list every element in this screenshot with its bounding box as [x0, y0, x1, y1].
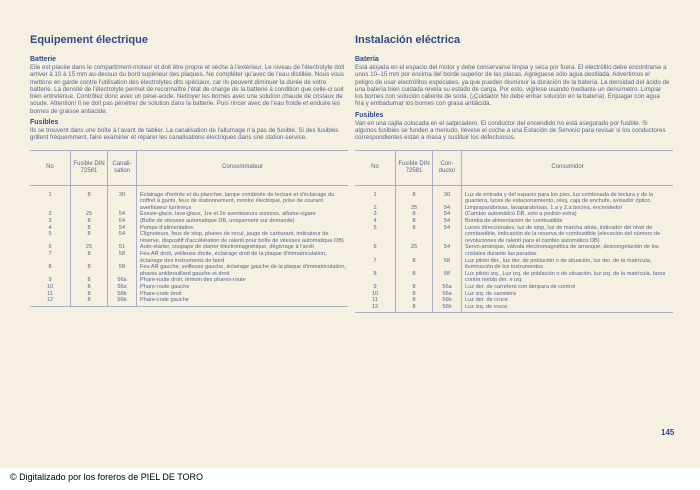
- row-circuit: 54: [108, 211, 137, 218]
- row-fuse: 8: [396, 271, 433, 284]
- row-fuse: 8: [71, 218, 108, 225]
- row-number: 9: [48, 277, 52, 284]
- row-circuit: 54: [433, 225, 462, 245]
- fuse-table-es: [355, 150, 673, 314]
- row-circuit: 56b: [433, 304, 462, 313]
- row-fuse: 8: [71, 284, 108, 291]
- row-circuit: 54: [433, 205, 462, 212]
- footer-bar: [0, 468, 700, 490]
- row-consumer: (Cambio automático DB, sólo a pedido extra): [462, 211, 674, 218]
- table-row: [355, 258, 673, 271]
- row-fuse: 8: [396, 258, 433, 271]
- row-number: 10: [371, 290, 379, 297]
- col-header-number: No: [355, 150, 396, 185]
- row-consumer: Luz izq. de carretera: [462, 291, 674, 298]
- battery-heading-es: Batería: [355, 56, 379, 63]
- table-row: [355, 205, 673, 212]
- battery-heading-fr: Batterie: [30, 56, 57, 63]
- row-consumer: Luz izq. de cruce: [462, 304, 674, 313]
- row-circuit: 56a: [433, 291, 462, 298]
- section-title-fr: Equipement électrique: [30, 34, 148, 46]
- row-number: 7: [373, 257, 377, 264]
- row-consumer: Servo-arranque, válvula electromagnética de arranque, descongelación de los cristales durante las paradas: [462, 244, 674, 257]
- row-consumer: Feu AR droit, veilleuse droite, éclairage droit de la plaque d'immatriculation, éclairage des instruments de bord: [137, 251, 349, 264]
- table-row: [30, 297, 348, 306]
- row-number: 6: [48, 244, 52, 251]
- table-row: [355, 271, 673, 284]
- table-row: [30, 264, 348, 277]
- footer-credit: © Digitalizado por los foreros de PIEL DE TORO: [10, 472, 204, 482]
- row-consumer: Luz piloto der., luz der. de población o de situación, luz der. de la matrícula, iluminación de los instrumentos: [462, 258, 674, 271]
- row-consumer: Feu AR gauche, veilleuse gauche, éclairage gauche de la plaque d'immatriculation, phares antibrouillard gauche et droit: [137, 264, 349, 277]
- row-number: 2: [373, 204, 377, 211]
- row-circuit: 56a: [108, 284, 137, 291]
- table-row: [355, 297, 673, 304]
- table-row: [30, 225, 348, 232]
- row-circuit: 54: [433, 211, 462, 218]
- row-fuse: 8: [71, 277, 108, 284]
- col-header-conductor: Con-ductor: [433, 150, 462, 185]
- row-consumer: Clignoteurs, feux de stop, phares de recul, jauge de carburant, indicateur de réserve, dispositif d'accélération de ralenti pour boîte de vitesses automatique DB): [137, 231, 349, 244]
- row-consumer: Phare-route gauche: [137, 284, 349, 291]
- row-fuse: 8: [396, 284, 433, 291]
- col-header-circuit: Canali-sation: [108, 150, 137, 185]
- row-consumer: Eclairage d'entrée et du plancher, lampe combinée de lecture et d'éclairage du coffret à gants, feux de stationnement, montre électrique, prise de courant avertisseur lumineux: [137, 185, 349, 211]
- table-row: [30, 251, 348, 264]
- table-body-es: [355, 185, 673, 313]
- row-number: 5: [373, 224, 377, 231]
- table-row: [30, 185, 348, 211]
- row-consumer: (Boîte de vitesses automatique DB, uniquement sur demande): [137, 218, 349, 225]
- table-row: [355, 225, 673, 245]
- row-consumer: Luz piloto izq., Luz izq. de población o de situación, luz izq. de la matrícula, faros contra niebla der. e izq.: [462, 271, 674, 284]
- row-consumer: Pompe d'alimentation: [137, 225, 349, 232]
- col-header-number: No: [30, 150, 71, 185]
- row-fuse: 8: [71, 185, 108, 211]
- table-row: [355, 218, 673, 225]
- row-fuse: 25: [396, 244, 433, 257]
- table-row: [355, 185, 673, 205]
- row-number: 12: [355, 304, 396, 313]
- row-fuse: 8: [71, 264, 108, 277]
- table-row: [30, 277, 348, 284]
- section-title-es: Instalación eléctrica: [355, 34, 461, 46]
- col-header-fuse: Fusible DIN 72581: [71, 150, 108, 185]
- row-circuit: 30: [433, 185, 462, 205]
- battery-text-es: Está alojada en el espacio del motor y debe conservarse limpia y seca por fuera. El electrólito debe encontrarse a unos 10–15 mm por encima del borde superior de las placas. Agréguese sólo agua destilada. Advertimos el peligro de usar electrólitos especiales, ya que pueden disminuir la duración de la batería. La densidad del ácido de una batería bien cuidada revela su estado de carga. Por esto, vigílese usando mediante un densímetro. Limpiar los bornes con solución caliente de soda. (¡Cuidado! No debe entrar solución en la batería). Enjuagar con agua fría y embadurnar los bornes con grasa antiácida.: [355, 64, 670, 108]
- table-row: [355, 244, 673, 257]
- row-fuse: 8: [396, 225, 433, 245]
- row-number: 11: [372, 297, 378, 304]
- table-row: [30, 218, 348, 225]
- row-circuit: 54: [108, 225, 137, 232]
- row-fuse: 8: [396, 211, 433, 218]
- row-fuse: 8: [71, 251, 108, 264]
- row-circuit: 58: [433, 258, 462, 271]
- row-fuse: 8: [396, 304, 433, 313]
- row-number: 8: [48, 264, 52, 271]
- table-row: [355, 291, 673, 298]
- row-number: 1: [373, 191, 377, 198]
- row-number: 4: [48, 224, 52, 231]
- row-circuit: 56a: [433, 284, 462, 291]
- page-number: 145: [661, 428, 675, 437]
- row-circuit: 56b: [108, 297, 137, 306]
- col-header-consumer: Consommateur: [137, 150, 349, 185]
- row-fuse: 8: [396, 291, 433, 298]
- table-row: [30, 211, 348, 218]
- row-fuse: 25: [71, 244, 108, 251]
- row-number: 4: [373, 218, 377, 225]
- row-fuse: 25: [71, 211, 108, 218]
- row-circuit: 58: [108, 264, 137, 277]
- row-fuse: 8: [396, 297, 433, 304]
- row-number: 9: [373, 283, 377, 290]
- row-consumer: Auto-starter, soupape de starter électromagnétique, dégivrage à l'arrêt: [137, 244, 349, 251]
- table-row: [355, 211, 673, 218]
- row-consumer: Essuie-glace, lave-glace, 1re et 2e avertisseurs sonores, allume-cigare: [137, 211, 349, 218]
- row-circuit: 51: [108, 244, 137, 251]
- row-circuit: 56b: [433, 297, 462, 304]
- row-fuse: 8: [396, 185, 433, 205]
- row-circuit: 54: [108, 231, 137, 244]
- row-number: 11: [47, 290, 53, 297]
- row-number: 3: [48, 218, 52, 225]
- row-consumer: Limpiaparabrisas, lavaparabrisas, 1.a y 2.a bocina, encendedor: [462, 205, 674, 212]
- row-number: 3: [373, 211, 377, 218]
- row-number: 12: [30, 297, 71, 306]
- row-number: 6: [373, 244, 377, 251]
- spanish-column: [355, 34, 670, 313]
- col-header-fuse: Fusible DIN 72581: [396, 150, 433, 185]
- row-number: 8: [373, 270, 377, 277]
- row-consumer: Luz der. de carretera con lámpara de control: [462, 284, 674, 291]
- row-consumer: Luz de entrada y del espacio para los pies, luz combinada de lectura y de la guantera, luces de estacionamiento, reloj, caja de enchufe, avisador óptico: [462, 185, 674, 205]
- row-fuse: 8: [71, 231, 108, 244]
- row-number: 7: [48, 251, 52, 258]
- table-row: [355, 304, 673, 313]
- battery-text-fr: Elle est placée dans le compartiment-moteur et doit être propre et sèche à l'extérieur. Le niveau de l'électrolyte doit arriver à 10 à 15 mm au-dessus du bord supérieur des plaques. Ne compléter qu'avec de l'eau distillée. Nous vous mettons en garde contre l'utilisation des électrolytes dits spéciaux, car ils peuvent diminuer la durée de votre batterie. La densité de l'électrolyte permet de reconnaître l'état de charge de la batterie à condition que celle-ci soit bien entretenue. Contrôlez donc avec un pèse-acide. Nettoyer les bornes avec une solution chaude de cristaux de soude. Attention! Il ne doit pas pénétrer de solution dans la batterie. Puis rincer avec de l'eau froide et enduire les bornes de graisse antiacide.: [30, 64, 345, 115]
- table-body-fr: [30, 185, 348, 306]
- row-consumer: Luz der. de cruce: [462, 297, 674, 304]
- row-number: 2: [48, 211, 52, 218]
- fuse-table-fr: [30, 150, 348, 307]
- row-number: 10: [46, 283, 54, 290]
- row-fuse: 25: [396, 205, 433, 212]
- row-circuit: 56a: [108, 277, 137, 284]
- french-column: [30, 34, 345, 307]
- row-fuse: 8: [71, 297, 108, 306]
- row-number: 1: [48, 191, 52, 198]
- row-circuit: 58: [108, 251, 137, 264]
- fuses-heading-fr: Fusibles: [30, 119, 59, 127]
- row-circuit: 58: [433, 271, 462, 284]
- row-consumer: Phare-code droit: [137, 291, 349, 298]
- col-header-consumer: Consumidor: [462, 150, 674, 185]
- row-fuse: 8: [71, 225, 108, 232]
- row-circuit: 54: [108, 218, 137, 225]
- row-fuse: 8: [71, 291, 108, 298]
- table-row: [355, 284, 673, 291]
- fuses-text-fr: Ils se trouvent dans une boîte à l'avant de tablier. La canalisation de l'allumage n'a pas de fusible. Si des fusibles grillent fréquemment, faire examiner et réparer les canalisations électriques dans une station-service.: [30, 127, 339, 142]
- row-consumer: Phare-route droit, témoin des phares-route: [137, 277, 349, 284]
- row-circuit: 54: [433, 244, 462, 257]
- row-circuit: 54: [433, 218, 462, 225]
- table-row: [30, 284, 348, 291]
- fuses-heading-es: Fusibles: [355, 111, 384, 119]
- row-circuit: 30: [108, 185, 137, 211]
- row-consumer: Luces direccionales, luz de stop, luz de marcha atrás, indicador del nivel de combustible, indicación de la reserva de combustible (elevación del número de revoluciones de ralentí para el cambio automático DB): [462, 225, 674, 245]
- row-fuse: 8: [396, 218, 433, 225]
- row-circuit: 56b: [108, 291, 137, 298]
- table-row: [30, 244, 348, 251]
- row-number: 5: [48, 231, 52, 238]
- row-consumer: Phare-code gauche: [137, 297, 349, 306]
- row-consumer: Bomba de alimentación de combustible: [462, 218, 674, 225]
- table-row: [30, 291, 348, 298]
- table-row: [30, 231, 348, 244]
- fuses-text-es: Van en una cajita colocada en el salpicadero. El conductor del encendido no está asegurado por fusible. Si algunos fusibles se funden a menudo, llévese el coche a una Estación de Servicio para revisar si los conductores correspondientes están a masa y sustituir los defectuosos.: [355, 119, 666, 142]
